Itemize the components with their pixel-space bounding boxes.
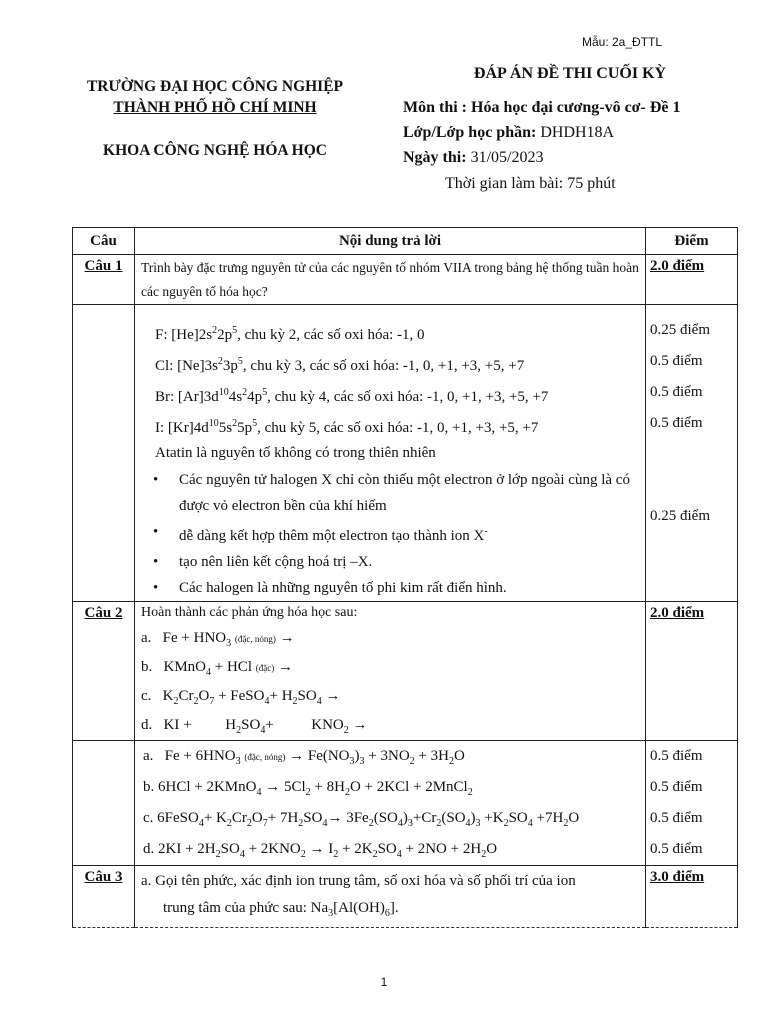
page-number: 1 [380, 975, 388, 989]
faculty-name: KHOA CÔNG NGHỆ HÓA HỌC [103, 142, 327, 159]
date-line: Ngày thi: 31/05/2023 [403, 149, 544, 166]
q3-label: Câu 3 [73, 866, 135, 928]
duration-line: Thời gian làm bài: 75 phút [445, 175, 616, 192]
q1-prompt: Trình bày đặc trưng nguyên tử của các nguyên tố nhóm VIIA trong bảng hệ thống tuần hoàn các nguyên tố hóa học? [135, 255, 646, 305]
list-item: • Các halogen là những nguyên tố phi kim rất điển hình. [135, 575, 645, 601]
answer-table [72, 227, 738, 928]
form-code: Mẫu: 2a_ĐTTL [582, 35, 663, 49]
answer-line-f: F: $[He]2s^22p^5$, chu kỳ 2, các số oxi hóa: -1, 0 [155, 325, 425, 343]
q1-answer [135, 305, 646, 602]
q1-label: Câu 1 [73, 255, 135, 305]
table-header-row [73, 228, 738, 255]
q3-points: 3.0 điểm [646, 866, 738, 928]
table-row [73, 305, 738, 602]
header-points: Điểm [646, 228, 738, 255]
header-content: Nội dung trả lời [135, 228, 646, 255]
q2-label: Câu 2 [73, 602, 135, 741]
table-row [73, 741, 738, 866]
list-item: • tạo nên liên kết cộng hoá trị –X. [135, 549, 645, 575]
answer-line-i: I: $[Kr]4d^{10}5s^25p^5$, chu kỳ 5, các số oxi hóa: -1, 0, +1, +3, +5, +7 [155, 418, 539, 436]
subject-line: Môn thi : Hóa học đại cương-vô cơ- Đề 1 [403, 99, 681, 116]
school-line-2: THÀNH PHỐ HỒ CHÍ MINH [113, 99, 317, 116]
table-row [73, 866, 738, 928]
header-question: Câu [73, 228, 135, 255]
school-line-1: TRƯỜNG ĐẠI HỌC CÔNG NGHIỆP [86, 78, 344, 95]
list-item: • Các nguyên tử halogen X chỉ còn thiếu một electron ở lớp ngoài cùng là có được vỏ electron bền của khí hiếm [135, 467, 639, 519]
q2-answer-points: 0.5 điểm 0.5 điểm 0.5 điểm 0.5 điểm [646, 741, 738, 866]
answer-line-cl: Cl: $[Ne]3s^23p^5$, chu kỳ 3, các số oxi hóa: -1, 0, +1, +3, +5, +7 [155, 356, 525, 374]
table-row [73, 255, 738, 305]
exam-title: ĐÁP ÁN ĐỀ THI CUỐI KỲ [473, 65, 667, 82]
q2-prompt: Hoàn thành các phản ứng hóa học sau: a. $Fe + HNO_3$ (đặc, nóng) → b. KMnO$_4$ + HCl (đặc) → c. $K_2Cr_2O_7$ + FeSO$_4$+ $H_2SO_4$ → d. KI + $H_2SO_4+$ $KNO_2$ → [135, 602, 646, 741]
answer-line-atatin: Atatin là nguyên tố không có trong thiên nhiên [155, 445, 436, 461]
list-item: • dễ dàng kết hợp thêm một electron tạo thành ion X- [135, 519, 645, 549]
school-name [40, 76, 390, 118]
q1-points: 2.0 điểm [646, 255, 738, 305]
answer-line-br: Br: $[Ar]3d^{10}4s^24p^5$, chu kỳ 4, các số oxi hóa: -1, 0, +1, +3, +5, +7 [155, 387, 549, 405]
q2-points: 2.0 điểm [646, 602, 738, 741]
q2-answer: a. $Fe + 6HNO_3$ (đặc, nóng) → $Fe(NO_3)_3 + 3NO_2 + 3H_2O$ b. 6HCl + 2KMnO$_4$ → $5Cl_2 + 8H_2O + 2KCl$ + 2MnCl$_2$ c. 6FeSO$_4$+ $K_2Cr_2O_7+ 7H_2SO_4\to 3Fe_2(SO_4)_3+Cr_2(SO_4)_3 +K_2SO_4 +7H_2O$ d. $2KI + 2H_2SO_4 + 2KNO_2 \to I_2 + 2K_2SO_4 + 2NO + 2H_2O$ [135, 741, 646, 866]
table-row [73, 602, 738, 741]
q1-answer-points: 0.25 điểm 0.5 điểm 0.5 điểm 0.5 điểm 0.25 điểm [646, 305, 738, 602]
q3-prompt: a. Gọi tên phức, xác định ion trung tâm, số oxi hóa và số phối trí của ion trung tâm của phức sau: $Na_3[Al(OH)_6]$. [135, 866, 646, 928]
halogen-bullets [155, 467, 645, 601]
class-line: Lớp/Lớp học phần: DHDH18A [403, 124, 615, 141]
